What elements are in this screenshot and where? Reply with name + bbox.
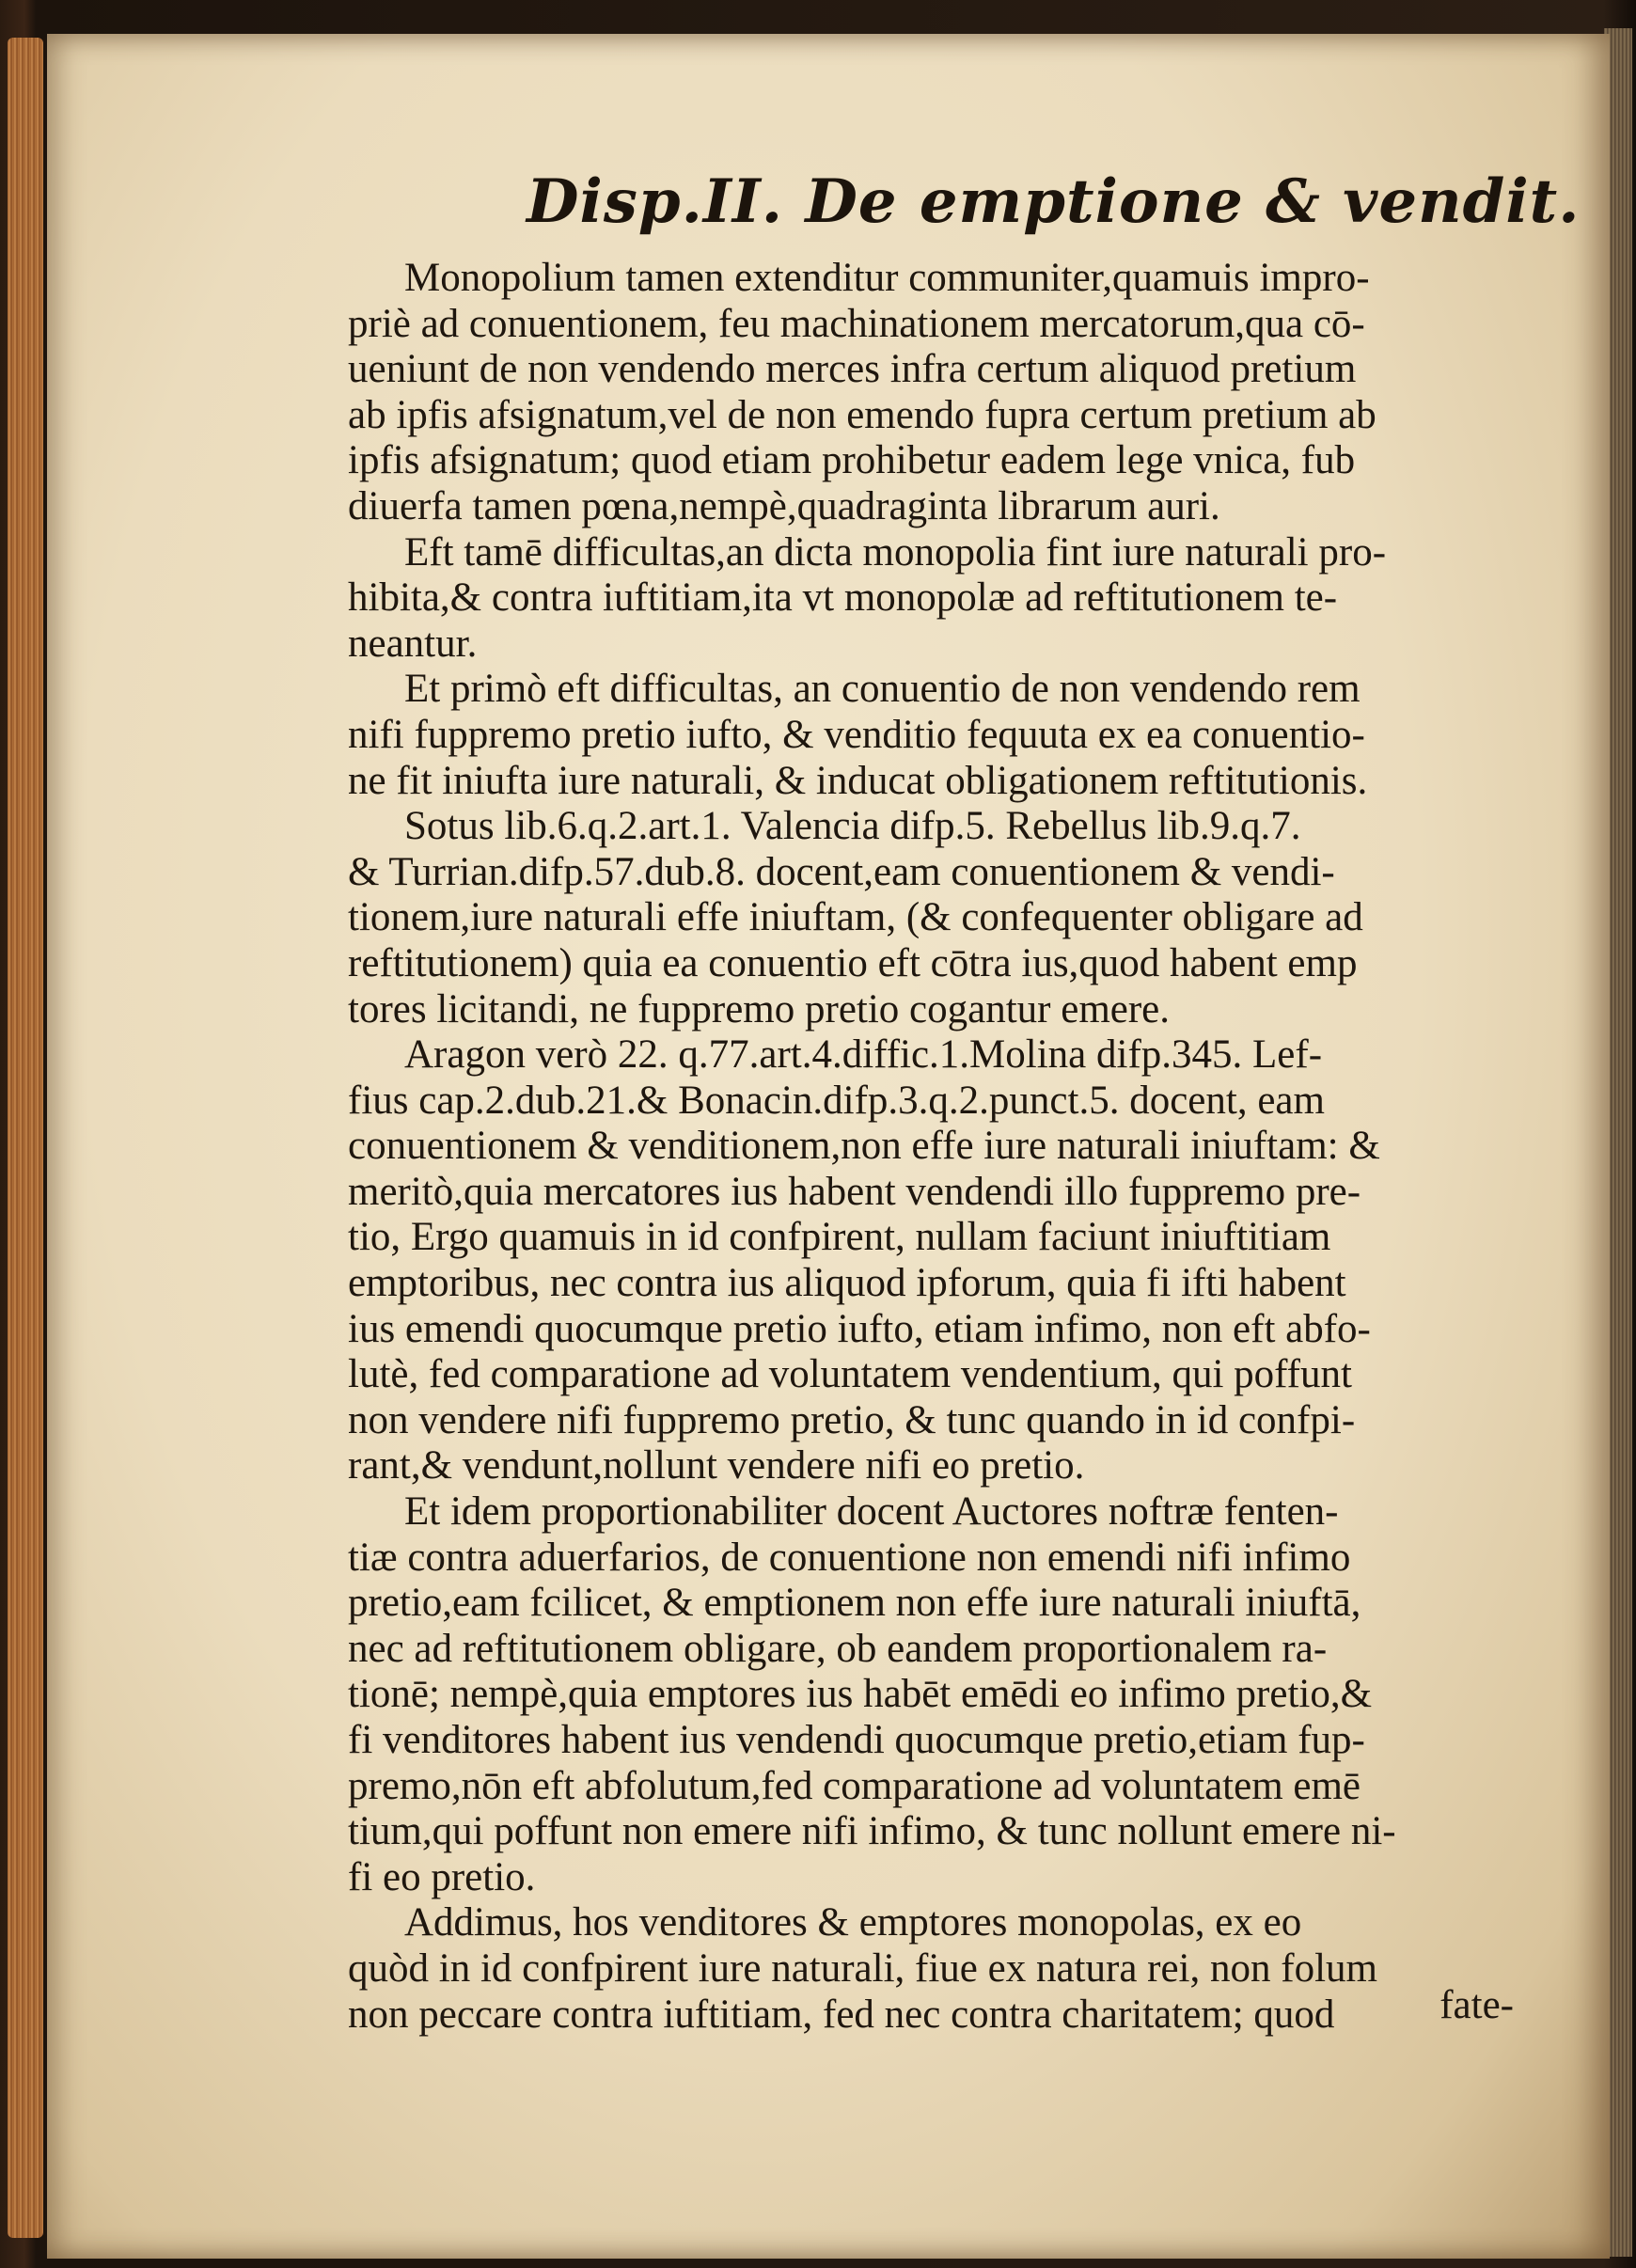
text-line: tores licitandi, ne fuppremo pretio cogantur emere. bbox=[348, 986, 1171, 1032]
paragraph bbox=[348, 530, 1514, 668]
paragraph bbox=[348, 1489, 1514, 1900]
text-line: reftitutionem) quia ea conuentio eft cōtra ius,quod habent emp bbox=[348, 940, 1358, 985]
paragraph bbox=[348, 1032, 1514, 1489]
text-line: meritò,quia mercatores ius habent vendendi illo fuppremo pre- bbox=[348, 1169, 1361, 1214]
paragraph bbox=[348, 256, 1514, 530]
text-line: hibita,& contra iuftitiam,ita vt monopolæ ad reftitutionem te- bbox=[348, 575, 1338, 621]
text-line: fi eo pretio. bbox=[348, 1854, 536, 1899]
page-body-text bbox=[348, 256, 1514, 2038]
text-line: nifi fuppremo pretio iufto, & venditio fequuta ex ea conuentio- bbox=[348, 712, 1365, 757]
text-line: Monopolium tamen extenditur communiter,quamuis impro- bbox=[404, 256, 1370, 300]
text-line: Et primò eft difficultas, an conuentio de non vendendo rem bbox=[404, 667, 1361, 712]
running-title: Disp.II. De emptione & vendit. bbox=[527, 166, 1581, 237]
text-line: tionem,iure naturali effe iniuftam, (& confequenter obligare ad bbox=[348, 895, 1363, 940]
text-line: pretio,eam fcilicet, & emptionem non effe iure naturali iniuftā, bbox=[348, 1581, 1361, 1626]
text-line: premo,nōn eft abfolutum,fed comparatione ad voluntatem emē bbox=[348, 1763, 1361, 1808]
text-line: Sotus lib.6.q.2.art.1. Valencia difp.5. Rebellus lib.9.q.7. bbox=[404, 804, 1301, 849]
text-line: tiæ contra aduerfarios, de conuentione non emendi nifi infimo bbox=[348, 1535, 1351, 1580]
text-line: ne fit iniufta iure naturali, & inducat obligationem reftitutionis. bbox=[348, 758, 1368, 803]
text-line: rant,& vendunt,nollunt vendere nifi eo pretio. bbox=[348, 1443, 1085, 1488]
text-line: nec ad reftitutionem obligare, ob eandem proportionalem ra- bbox=[348, 1626, 1328, 1671]
text-line: tium,qui poffunt non emere nifi infimo, & tunc nollunt emere ni- bbox=[348, 1809, 1396, 1854]
text-line: ueniunt de non vendendo merces infra certum aliquod pretium bbox=[348, 347, 1357, 392]
text-line: fius cap.2.dub.21.& Bonacin.difp.3.q.2.punct.5. docent, eam bbox=[348, 1078, 1325, 1123]
text-line: fi venditores habent ius vendendi quocumque pretio,etiam fup- bbox=[348, 1718, 1365, 1762]
paragraph bbox=[348, 667, 1514, 804]
paragraph bbox=[348, 804, 1514, 1032]
text-line: Eft tamē difficultas,an dicta monopolia fint iure naturali pro- bbox=[404, 529, 1387, 575]
text-line: Et idem proportionabiliter docent Auctores noftræ fenten- bbox=[404, 1489, 1339, 1535]
text-line: tionē; nempè,quia emptores ius habēt emēdi eo infimo pretio,& bbox=[348, 1672, 1373, 1717]
catchword: fate- bbox=[1439, 1983, 1514, 2027]
text-line: ab ipfis afsignatum,vel de non emendo fupra certum pretium ab bbox=[348, 392, 1376, 437]
text-line: ius emendi quocumque pretio iufto, etiam infimo, non eft abfo- bbox=[348, 1306, 1371, 1351]
text-line: non peccare contra iuftitiam, fed nec contra charitatem; quod bbox=[348, 1992, 1335, 2037]
text-line: tio, Ergo quamuis in id confpirent, nullam faciunt iniuftitiam bbox=[348, 1215, 1331, 1260]
text-line: quòd in id confpirent iure naturali, fiue ex natura rei, non folum bbox=[348, 1945, 1377, 1991]
text-line: diuerfa tamen pœna,nempè,quadraginta librarum auri. bbox=[348, 483, 1220, 528]
text-line: neantur. bbox=[348, 621, 478, 666]
paragraph bbox=[348, 1900, 1514, 2038]
text-line: Addimus, hos venditores & emptores monopolas, ex eo bbox=[404, 1900, 1302, 1945]
text-line: & Turrian.difp.57.dub.8. docent,eam conuentionem & vendi- bbox=[348, 849, 1335, 894]
text-line: lutè, fed comparatione ad voluntatem vendentium, qui poffunt bbox=[348, 1352, 1352, 1397]
text-line: emptoribus, nec contra ius aliquod ipforum, quia fi ifti habent bbox=[348, 1261, 1346, 1306]
text-line: non vendere nifi fuppremo pretio, & tunc quando in id confpi- bbox=[348, 1397, 1356, 1442]
text-line: priè ad conuentionem, feu machinationem mercatorum,qua cō- bbox=[348, 301, 1365, 346]
book-fore-edge-left bbox=[8, 38, 43, 2238]
text-line: ipfis afsignatum; quod etiam prohibetur eadem lege vnica, fub bbox=[348, 438, 1356, 483]
text-line: Aragon verò 22. q.77.art.4.diffic.1.Molina difp.345. Lef- bbox=[404, 1032, 1323, 1078]
text-line: conuentionem & venditionem,non effe iure naturali iniuftam: & bbox=[348, 1124, 1380, 1169]
